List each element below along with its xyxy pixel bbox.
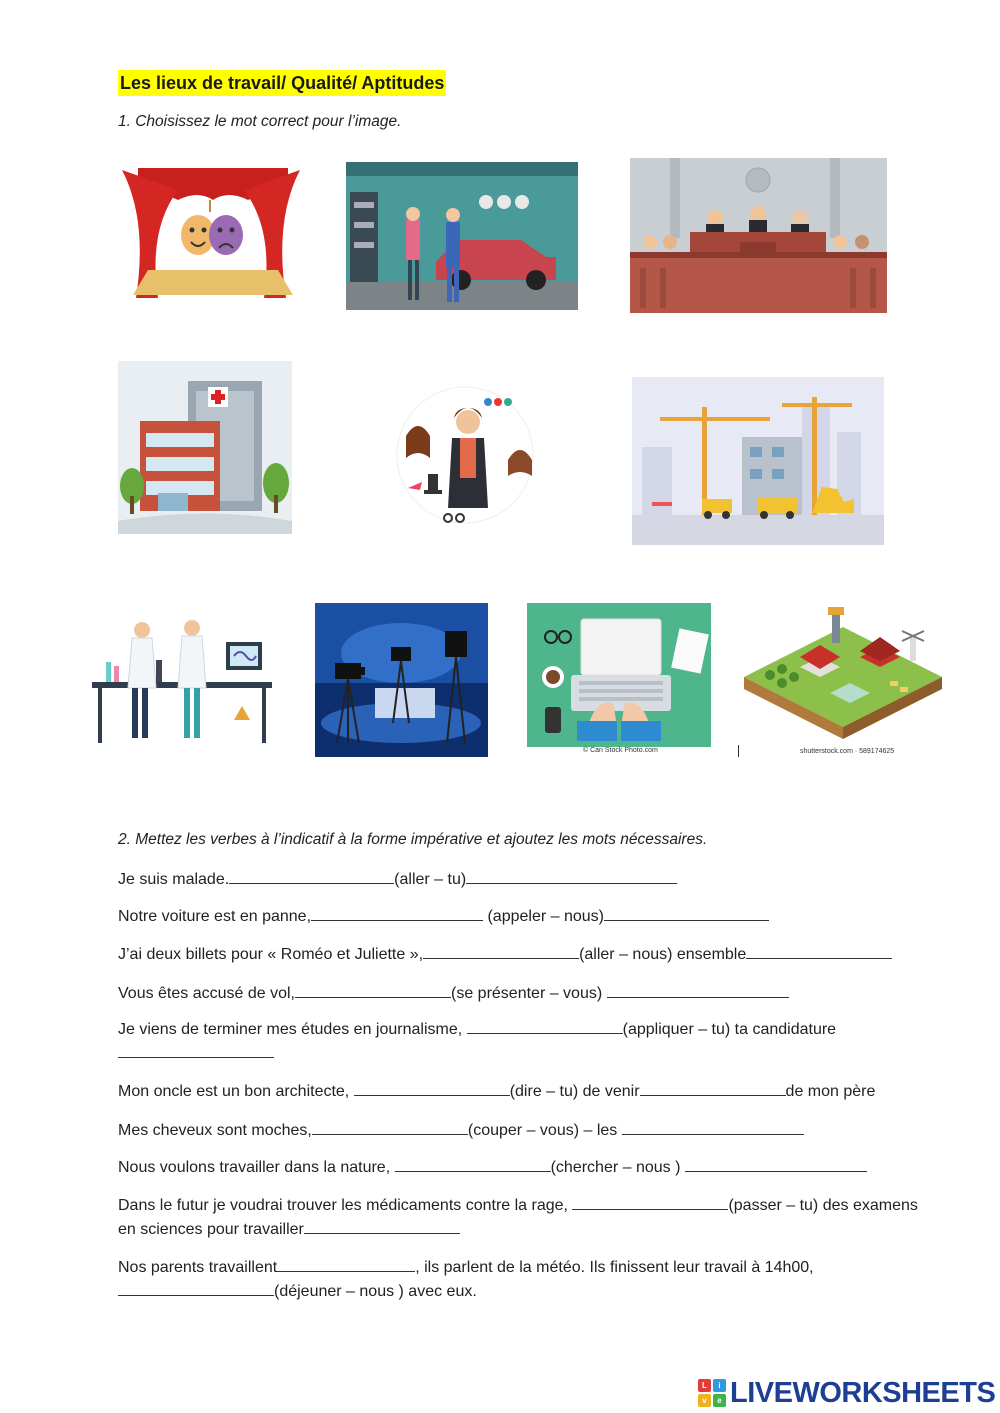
answer-blank[interactable] <box>423 943 579 959</box>
sentence-8 <box>118 1156 928 1180</box>
logo-mark-icon <box>698 1379 726 1407</box>
answer-blank[interactable] <box>746 943 892 959</box>
liveworksheets-logo <box>698 1376 995 1410</box>
answer-blank[interactable] <box>467 1018 623 1034</box>
sentence-text: Nos parents travaillent <box>118 1259 278 1276</box>
answer-blank[interactable] <box>304 1218 460 1234</box>
instruction-1: 1. Choisissez le mot correct pour l’image. <box>118 113 402 130</box>
verb-hint: (chercher – nous ) <box>550 1159 685 1176</box>
logo-mark-letter: L <box>698 1379 711 1392</box>
verb-hint: (se présenter – vous) <box>451 985 607 1002</box>
sentence-text: de mon père <box>785 1083 876 1100</box>
answer-blank[interactable] <box>466 868 677 884</box>
sentence-9 <box>118 1194 928 1242</box>
sentence-1 <box>118 868 928 892</box>
sentence-4 <box>118 982 928 1006</box>
answer-blank[interactable] <box>229 868 394 884</box>
answer-blank[interactable] <box>295 982 451 998</box>
sentence-5 <box>118 1018 928 1066</box>
sentence-text: Notre voiture est en panne, <box>118 908 312 925</box>
sentence-6 <box>118 1080 928 1104</box>
image-credit-office: © Can Stock Photo.com <box>583 747 658 754</box>
answer-blank[interactable] <box>622 1119 804 1135</box>
sentence-text: , ils parlent de la météo. Ils finissent leur travail à 14h00, <box>415 1259 814 1276</box>
answer-blank[interactable] <box>277 1256 415 1272</box>
logo-mark-letter: v <box>698 1394 711 1407</box>
laboratory-icon <box>76 600 276 750</box>
answer-blank[interactable] <box>312 1119 468 1135</box>
farm-icon <box>740 597 946 743</box>
answer-blank[interactable] <box>354 1080 510 1096</box>
verb-hint: (appeler – nous) <box>483 908 604 925</box>
sentence-2 <box>118 905 928 929</box>
verb-hint: (déjeuner – nous ) avec eux. <box>274 1283 477 1300</box>
sentence-text: Dans le futur je voudrai trouver les médicaments contre la rage, <box>118 1197 573 1214</box>
answer-blank[interactable] <box>118 1042 274 1058</box>
answer-blank[interactable] <box>604 905 769 921</box>
verb-hint: (dire – tu) de venir <box>509 1083 640 1100</box>
divider <box>738 745 739 757</box>
verb-hint: (couper – vous) – les <box>467 1122 622 1139</box>
sentence-text: Vous êtes accusé de vol, <box>118 985 295 1002</box>
answer-blank[interactable] <box>118 1280 274 1296</box>
sentence-text: Je viens de terminer mes études en journalisme, <box>118 1021 467 1038</box>
answer-blank[interactable] <box>311 905 483 921</box>
office-desk-icon <box>527 603 711 747</box>
sentence-text: Mon oncle est un bon architecte, <box>118 1083 354 1100</box>
answer-blank[interactable] <box>640 1080 786 1096</box>
theatre-stage-icon <box>118 160 304 303</box>
courtroom-icon <box>630 158 887 313</box>
sentence-text: Nous voulons travailler dans la nature, <box>118 1159 395 1176</box>
answer-blank[interactable] <box>572 1194 728 1210</box>
instruction-2: 2. Mettez les verbes à l’indicatif à la forme impérative et ajoutez les mots nécessaires. <box>118 831 708 848</box>
verb-hint: (aller – nous) ensemble <box>579 946 747 963</box>
sentence-10 <box>118 1256 928 1304</box>
answer-blank[interactable] <box>395 1156 551 1172</box>
tv-studio-icon <box>315 603 488 757</box>
hairdresser-icon <box>388 378 543 533</box>
image-credit-farm: shutterstock.com · 589174625 <box>800 748 895 755</box>
logo-mark-letter: e <box>713 1394 726 1407</box>
verb-hint: (appliquer – tu) ta candidature <box>622 1021 837 1038</box>
sentence-7 <box>118 1119 928 1143</box>
sentence-text: J’ai deux billets pour « Roméo et Juliette », <box>118 946 424 963</box>
garage-icon <box>346 162 578 310</box>
construction-site-icon <box>632 377 884 545</box>
sentence-text: Mes cheveux sont moches, <box>118 1122 312 1139</box>
logo-text: LIVEWORKSHEETS <box>730 1376 996 1409</box>
verb-hint: (aller – tu) <box>394 871 467 888</box>
verb-hint: (passer – tu) des examens en sciences pour travailler <box>118 1197 918 1238</box>
page-title: Les lieux de travail/ Qualité/ Aptitudes <box>118 70 446 96</box>
hospital-icon <box>118 361 292 534</box>
answer-blank[interactable] <box>685 1156 867 1172</box>
logo-mark-letter: i <box>713 1379 726 1392</box>
sentence-text: Je suis malade. <box>118 871 230 888</box>
sentence-3 <box>118 943 928 967</box>
answer-blank[interactable] <box>607 982 789 998</box>
